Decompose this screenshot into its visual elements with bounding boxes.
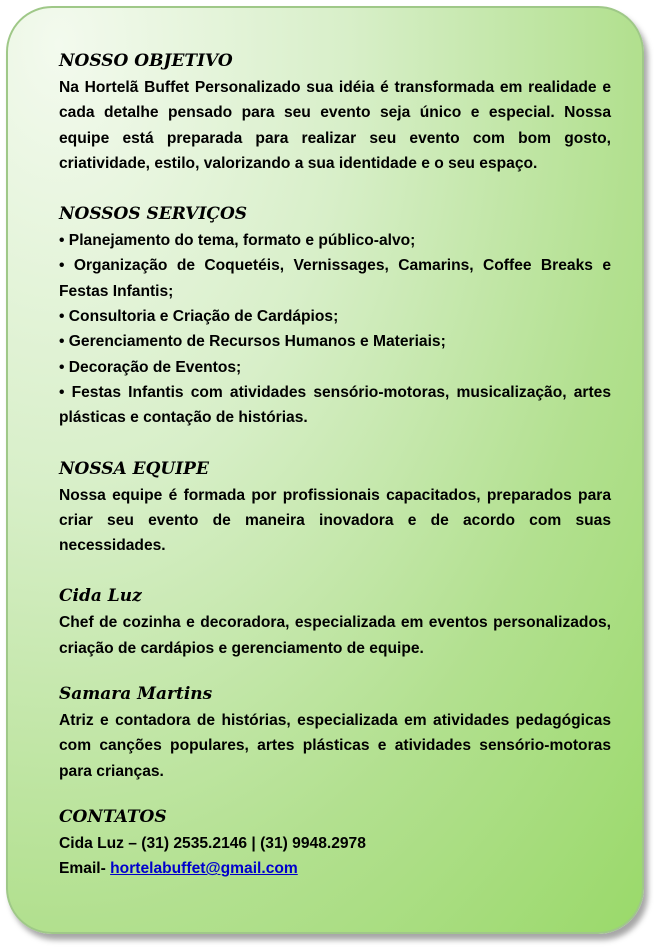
servicos-heading: NOSSOS SERVIÇOS bbox=[59, 204, 248, 225]
list-item: • Gerenciamento de Recursos Humanos e Materiais; bbox=[59, 333, 446, 351]
objetivo-heading: NOSSO OBJETIVO bbox=[59, 51, 233, 71]
cida-text: Chef de cozinha e decoradora, especializada em eventos personalizados, criação de cardápios e gerenciamento de equipe. bbox=[59, 614, 611, 657]
objetivo-text: Na Hortelã Buffet Personalizado sua idéia é transformada em realidade e cada detalhe pensado para seu evento seja único e especial. Nossa equipe está preparada para realizar seu evento com bom gosto, criatividade, estilo, valorizando a sua identidade e o seu espaço. bbox=[59, 79, 611, 172]
contatos-heading: CONTATOS bbox=[59, 806, 167, 827]
samara-text: Atriz e contadora de histórias, especializada em atividades pedagógicas com canções populares, artes plásticas e atividades sensório-motoras para crianças. bbox=[59, 712, 611, 780]
spacer bbox=[59, 661, 611, 681]
spacer bbox=[59, 558, 611, 583]
equipe-heading: NOSSA EQUIPE bbox=[59, 458, 209, 479]
servicos-list bbox=[59, 228, 611, 430]
card-content bbox=[59, 48, 611, 882]
email-link[interactable]: hortelabuffet@gmail.com bbox=[110, 860, 298, 878]
spacer bbox=[59, 176, 611, 201]
info-card bbox=[6, 6, 644, 934]
cida-name: Cida Luz bbox=[59, 586, 142, 607]
email-line bbox=[59, 856, 611, 881]
list-item: • Consultoria e Criação de Cardápios; bbox=[59, 308, 339, 326]
spacer bbox=[59, 784, 611, 804]
list-item: • Festas Infantis com atividades sensório-motoras, musicalização, artes plásticas e contação de histórias. bbox=[59, 383, 611, 427]
samara-name: Samara Martins bbox=[59, 684, 213, 705]
spacer bbox=[59, 431, 611, 456]
list-item: • Planejamento do tema, formato e público-alvo; bbox=[59, 232, 416, 250]
email-label: Email- bbox=[59, 860, 111, 878]
equipe-text: Nossa equipe é formada por profissionais capacitados, preparados para criar seu evento de maneira inovadora e de acordo com suas necessidades. bbox=[59, 486, 611, 555]
phone-line: Cida Luz – (31) 2535.2146 | (31) 9948.2978 bbox=[59, 834, 366, 852]
list-item: • Organização de Coquetéis, Vernissages, Camarins, Coffee Breaks e Festas Infantis; bbox=[59, 257, 611, 300]
list-item: • Decoração de Eventos; bbox=[59, 358, 242, 376]
